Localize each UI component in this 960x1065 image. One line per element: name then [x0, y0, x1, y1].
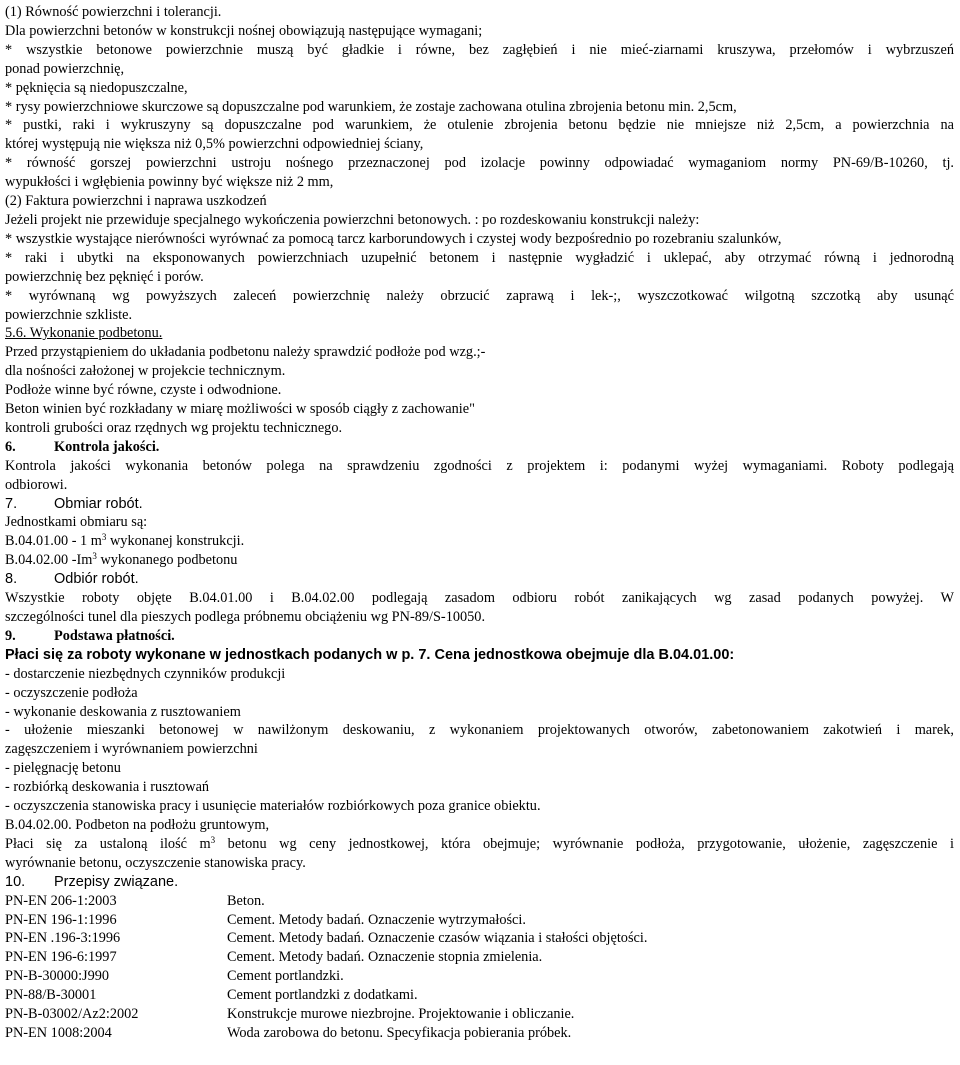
paragraph-line: zagęszczeniem i wyrównaniem powierzchni	[5, 741, 258, 758]
section-title: Kontrola jakości.	[54, 438, 160, 455]
paragraph-line: wyrównanie betonu, oczyszczenie stanowiska pracy.	[5, 854, 306, 871]
paragraph-line: odbiorowi.	[5, 476, 68, 493]
payment-text: betonu wg ceny jednostkowej, która obejmuje; wyrównanie podłoża, przygotowanie, ułożenie, zagęszczenie i	[215, 835, 954, 852]
paragraph-line: * wszystkie wystające nierówności wyrównać za pomocą tarcz karborundowych i czystej wody bezpośrednio po rozebraniu szalunków,	[5, 230, 782, 247]
section-10-heading	[5, 873, 954, 892]
section-number: 9.	[5, 627, 16, 644]
list-item: - rozbiórką deskowania i rusztowań	[5, 779, 210, 796]
paragraph-line: dla nośności założonej w projekcie technicznym.	[5, 363, 286, 380]
superscript: 3	[101, 532, 107, 543]
paragraph-line: Podłoże winne być równe, czyste i odwodnione.	[5, 382, 282, 399]
norm-description: Cement portlandzki.	[227, 968, 344, 985]
unit-text: B.04.02.00 -Im	[5, 552, 93, 569]
paragraph-line: powierzchnie szkliste.	[5, 306, 133, 323]
norm-row	[5, 986, 954, 1005]
section-number: 7.	[5, 495, 18, 512]
paragraph-line: * pustki, raki i wykruszyny są dopuszczalne pod warunkiem, że otulenie zbrojenia betonu będzie nie mniejsze niż 2,5cm, a powierzchnia na	[5, 117, 954, 134]
payment-text: Płaci się za ustaloną ilość m	[5, 835, 211, 852]
paragraph-line: Kontrola jakości wykonania betonów polega na sprawdzeniu zgodności z projektem i: podanymi wyżej wymaganiami. Roboty podlegają	[5, 457, 954, 474]
norm-code: PN-EN 196-1:1996	[5, 911, 117, 928]
list-item: - wykonanie deskowania z rusztowaniem	[5, 703, 241, 720]
payment-bold-line: Płaci się za roboty wykonane w jednostkach podanych w p. 7. Cena jednostkowa obejmuje dla B.04.01.00:	[5, 646, 735, 663]
norm-row	[5, 892, 954, 911]
norm-description: Cement. Metody badań. Oznaczenie stopnia zmielenia.	[227, 949, 543, 966]
section-9-heading	[5, 627, 954, 646]
norm-code: PN-EN 206-1:2003	[5, 892, 117, 909]
paragraph-line: Dla powierzchni betonów w konstrukcji nośnej obowiązują następujące wymagani;	[5, 22, 483, 39]
paragraph-line: ponad powierzchnię,	[5, 60, 125, 77]
section-number: 10.	[5, 873, 26, 890]
unit-text: B.04.01.00 - 1 m	[5, 533, 102, 550]
paragraph-line: * rysy powierzchniowe skurczowe są dopuszczalne pod warunkiem, że zostaje zachowana otulina zbrojenia betonu min. 2,5cm,	[5, 98, 737, 115]
norm-description: Cement. Metody badań. Oznaczenie wytrzymałości.	[227, 911, 526, 928]
measure-unit-line	[5, 551, 954, 570]
paragraph-line: Jednostkami obmiaru są:	[5, 514, 148, 531]
section-8-heading	[5, 570, 954, 589]
paragraph-line: Beton winien być rozkładany w miarę możliwości w sposób ciągły z zachowanie"	[5, 401, 475, 418]
norm-code: PN-EN 196-6:1997	[5, 949, 117, 966]
norm-description: Konstrukcje murowe niezbrojne. Projektowanie i obliczanie.	[227, 1006, 575, 1023]
norms-list	[5, 892, 954, 1043]
norm-code: PN-EN 1008:2004	[5, 1024, 112, 1041]
norm-description: Woda zarobowa do betonu. Specyfikacja pobierania próbek.	[227, 1024, 572, 1041]
norm-code: PN-B-30000:J990	[5, 968, 110, 985]
list-item: - pielęgnację betonu	[5, 760, 121, 777]
paragraph-line: kontroli grubości oraz rzędnych wg projektu technicznego.	[5, 419, 343, 436]
section-5-6-heading: 5.6. Wykonanie podbetonu.	[5, 325, 163, 342]
section-7-heading	[5, 495, 954, 514]
paragraph-line: * wyrównaną wg powyższych zaleceń powierzchnię należy obrzucić zaprawą i lek-;, wyszczotkować wilgotną szczotką aby usunąć	[5, 287, 954, 304]
paragraph-line: * raki i ubytki na eksponowanych powierzchniach uzupełnić betonem i następnie wygładzić i uklepać, aby otrzymać równą i jednorodną	[5, 249, 954, 266]
norm-description: Cement portlandzki z dodatkami.	[227, 987, 418, 1004]
norm-row	[5, 1024, 954, 1043]
paragraph-line: której występują nie większa niż 0,5% powierzchni odpowiedniej ściany,	[5, 136, 424, 153]
paragraph-line: Jeżeli projekt nie przewiduje specjalnego wykończenia powierzchni betonowych. : po rozdeskowaniu konstrukcji należy:	[5, 211, 700, 228]
unit-text: wykonanego podbetonu	[96, 552, 238, 569]
list-item: - oczyszczenie podłoża	[5, 684, 138, 701]
norm-row	[5, 1005, 954, 1024]
superscript: 3	[92, 551, 97, 562]
paragraph-line: Przed przystąpieniem do układania podbetonu należy sprawdzić podłoże pod wzg.;-	[5, 344, 486, 361]
section-title: Obmiar robót.	[54, 495, 143, 512]
paragraph-line: powierzchnię bez pęknięć i porów.	[5, 268, 204, 285]
payment-line	[5, 835, 954, 854]
paragraph-line: Wszystkie roboty objęte B.04.01.00 i B.04.02.00 podlegają zasadom odbioru robót zanikających wg zasad podanych powyżej. W	[5, 590, 954, 607]
paragraph-line: szczególności tunel dla pieszych podlega próbnemu obciążeniu wg PN-89/S-10050.	[5, 609, 486, 625]
norm-row	[5, 967, 954, 986]
list-item: - dostarczenie niezbędnych czynników produkcji	[5, 665, 286, 682]
unit-text: wykonanej konstrukcji.	[106, 533, 245, 550]
list-item: - ułożenie mieszanki betonowej w nawilżonym deskowaniu, z wykonaniem projektowanych otworów, zabetonowaniem zakotwień i marek,	[5, 722, 954, 739]
measure-unit-line	[5, 532, 954, 551]
paragraph-line: wypukłości i wgłębienia powinny być większe niż 2 mm,	[5, 174, 334, 191]
paragraph-line: * równość gorszej powierzchni ustroju nośnego przeznaczonej pod izolacje powinny odpowiadać wymaganiom normy PN-69/B-10260, tj.	[5, 155, 954, 172]
norm-description: Cement. Metody badań. Oznaczenie czasów wiązania i stałości objętości.	[227, 930, 648, 947]
norm-row	[5, 948, 954, 967]
section-1-heading: (1) Równość powierzchni i tolerancji.	[5, 4, 222, 20]
section-title: Podstawa płatności.	[54, 627, 175, 644]
section-number: 8.	[5, 571, 18, 588]
section-title: Przepisy związane.	[54, 873, 179, 890]
norm-description: Beton.	[227, 892, 265, 909]
paragraph-line: * pęknięcia są niedopuszczalne,	[5, 79, 188, 96]
section-title: Odbiór robót.	[54, 571, 139, 588]
list-item: - oczyszczenia stanowiska pracy i usunięcie materiałów rozbiórkowych poza granice obiektu.	[5, 798, 541, 815]
paragraph-line: B.04.02.00. Podbeton na podłożu gruntowym,	[5, 816, 270, 833]
section-number: 6.	[5, 438, 16, 455]
norm-code: PN-88/B-30001	[5, 987, 97, 1004]
norm-code: PN-B-03002/Az2:2002	[5, 1006, 139, 1023]
norm-row	[5, 929, 954, 948]
norm-code: PN-EN .196-3:1996	[5, 930, 121, 947]
paragraph-line: * wszystkie betonowe powierzchnie muszą być gładkie i równe, bez zagłębień i nie mieć-ziarnami kruszywa, przełomów i wybrzuszeń	[5, 41, 954, 58]
norm-row	[5, 911, 954, 930]
section-6-heading	[5, 438, 954, 457]
paragraph-line: (2) Faktura powierzchni i naprawa uszkodzeń	[5, 193, 267, 210]
superscript: 3	[210, 834, 216, 845]
